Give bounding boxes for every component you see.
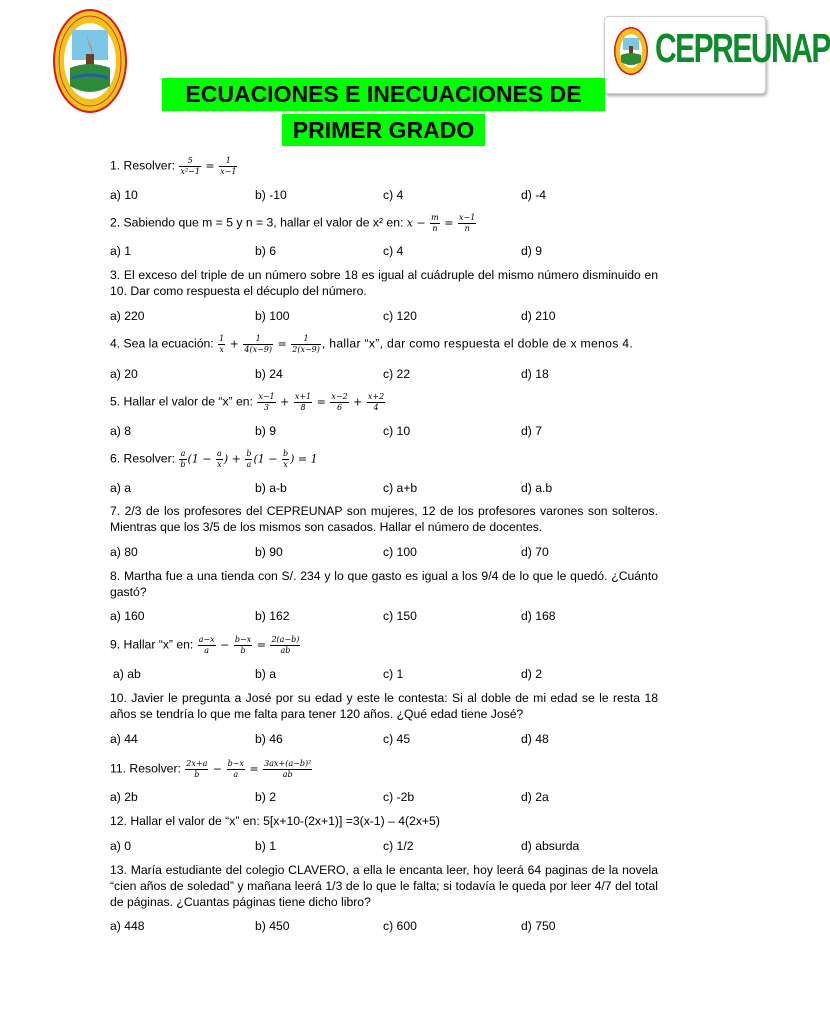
q10-option-d: d) 48	[521, 732, 549, 746]
question-11: 11. Resolver: $\frac{2x+a}{b}$ − $\frac{b-x}{a}$ = $\frac{\text{3ax+(a−b)²}}{ab}$	[110, 759, 312, 779]
q9-option-d: d) 2	[521, 667, 543, 681]
question-8: 8. Martha fue a una tienda con S/. 234 y lo que gasto es igual a los 9/4 de lo que le quedó. ¿Cuánto gastó?	[110, 569, 658, 599]
q7-option-b: b) 90	[255, 545, 283, 559]
question-3: 3. El exceso del triple de un número sobre 18 es igual al cuádruple del mismo número disminuido en 10. Dar como respuesta el décuplo del número.	[110, 268, 658, 298]
q11-option-c: c) -2b	[383, 790, 415, 804]
question-13: 13. María estudiante del colegio CLAVERO, a ella le encanta leer, hoy leerá 64 paginas de la novela “cien años de soledad” y mañana leerá 1/3 de lo que le falta; si todavía le queda por leer 4/7 del total de páginas. ¿Cuantas páginas tiene dicho libro?	[110, 863, 658, 909]
question-4: 4. Sea la ecuación: $\frac{1}{x}$ + $\frac{1}{4(x-9)}$ = $\frac{1}{2(x-9)}$ , hallar “x”, dar como respuesta el doble de x menos 4.	[110, 334, 634, 354]
q1-option-c: c) 4	[383, 188, 404, 202]
q5-option-d: d) 7	[521, 424, 543, 438]
question-6: 6. Resolver: $\frac{a}{b}$ (1 − $\frac{a}{x}$ ) + $\frac{b}{a}$ (1 − $\frac{b}{x}$ ) = 1	[110, 449, 318, 469]
q11-option-a: a) 2b	[110, 790, 138, 804]
q3-option-d: d) 210	[521, 309, 556, 323]
title-line-2: PRIMER GRADO	[282, 114, 485, 146]
q1-option-b: b) -10	[255, 188, 287, 202]
q6-option-b: b) a-b	[255, 481, 287, 495]
q12-option-d: d) absurda	[521, 839, 580, 853]
q8-option-d: d) 168	[521, 609, 556, 623]
q2-option-b: b) 6	[255, 244, 277, 258]
q3-option-b: b) 100	[255, 309, 290, 323]
q11-option-d: d) 2a	[521, 790, 549, 804]
q4-option-d: d) 18	[521, 367, 549, 381]
q2-option-a: a) 1	[110, 244, 132, 258]
question-9: 9. Hallar “x” en: $\frac{a-x}{a}$ − $\frac{b-x}{b}$ = $\frac{2(a-b)}{ab}$	[110, 635, 300, 655]
small-seal-icon	[613, 26, 649, 76]
q1-option-a: a) 10	[110, 188, 138, 202]
q4-option-b: b) 24	[255, 367, 283, 381]
q5-option-a: a) 8	[110, 424, 132, 438]
q10-option-a: a) 44	[110, 732, 138, 746]
q3-option-c: c) 120	[383, 309, 417, 323]
q10-option-b: b) 46	[255, 732, 283, 746]
q2-option-d: d) 9	[521, 244, 543, 258]
question-1: 1. Resolver: $\frac{5}{\text{x²−1}}$ = $\frac{1}{x-1}$	[110, 156, 237, 176]
q6-option-c: c) a+b	[383, 481, 418, 495]
q7-option-c: c) 100	[383, 545, 417, 559]
q12-option-a: a) 0	[110, 839, 132, 853]
q5-option-b: b) 9	[255, 424, 277, 438]
q9-option-b: b) a	[255, 667, 277, 681]
question-10: 10. Javier le pregunta a José por su edad y este le contesta: Si al doble de mi edad se le resta 18 años se tendría lo que me falta para tener 120 años. ¿Qué edad tiene José?	[110, 691, 658, 721]
question-12: 12. Hallar el valor de “x” en: 5[x+10-(2x+1)] =3(x-1) – 4(2x+5)	[110, 814, 440, 828]
q2-option-c: c) 4	[383, 244, 404, 258]
q9-option-c: c) 1	[383, 667, 404, 681]
question-5: 5. Hallar el valor de “x” en: $\frac{x-1}{3}$ + $\frac{x+1}{8}$ = $\frac{x-2}{6}$ + $\frac{x+2}{4}$	[110, 392, 385, 412]
cepreunap-logo	[604, 16, 830, 94]
question-2: 2. Sabiendo que m = 5 y n = 3, hallar el valor de x² en: x − $\frac{m}{n}$ = $\frac{x-1}{n}$	[110, 213, 476, 233]
q8-option-b: b) 162	[255, 609, 290, 623]
q6-option-a: a) a	[110, 481, 132, 495]
q4-option-a: a) 20	[110, 367, 138, 381]
q6-option-d: d) a.b	[521, 481, 553, 495]
q1-option-d: d) -4	[521, 188, 547, 202]
q13-option-a: a) 448	[110, 919, 145, 933]
q12-option-c: c) 1/2	[383, 839, 414, 853]
q5-option-c: c) 10	[383, 424, 411, 438]
q10-option-c: c) 45	[383, 732, 411, 746]
q13-option-d: d) 750	[521, 919, 556, 933]
q11-option-b: b) 2	[255, 790, 277, 804]
q3-option-a: a) 220	[110, 309, 145, 323]
q12-option-b: b) 1	[255, 839, 277, 853]
cepreunap-brand-text: CEPREUNAP	[655, 27, 830, 72]
q7-option-a: a) 80	[110, 545, 138, 559]
q8-option-a: a) 160	[110, 609, 145, 623]
q13-option-b: b) 450	[255, 919, 290, 933]
title-line-1: ECUACIONES E INECUACIONES DE	[162, 78, 605, 111]
q4-option-c: c) 22	[383, 367, 411, 381]
q8-option-c: c) 150	[383, 609, 417, 623]
university-seal-logo	[52, 8, 128, 114]
q9-option-a: a) ab	[113, 667, 141, 681]
question-7: 7. 2/3 de los profesores del CEPREUNAP son mujeres, 12 de los profesores varones son solteros. Mientras que los 3/5 de los mismos son casados. Hallar el número de docentes.	[110, 504, 658, 534]
q7-option-d: d) 70	[521, 545, 549, 559]
q13-option-c: c) 600	[383, 919, 417, 933]
